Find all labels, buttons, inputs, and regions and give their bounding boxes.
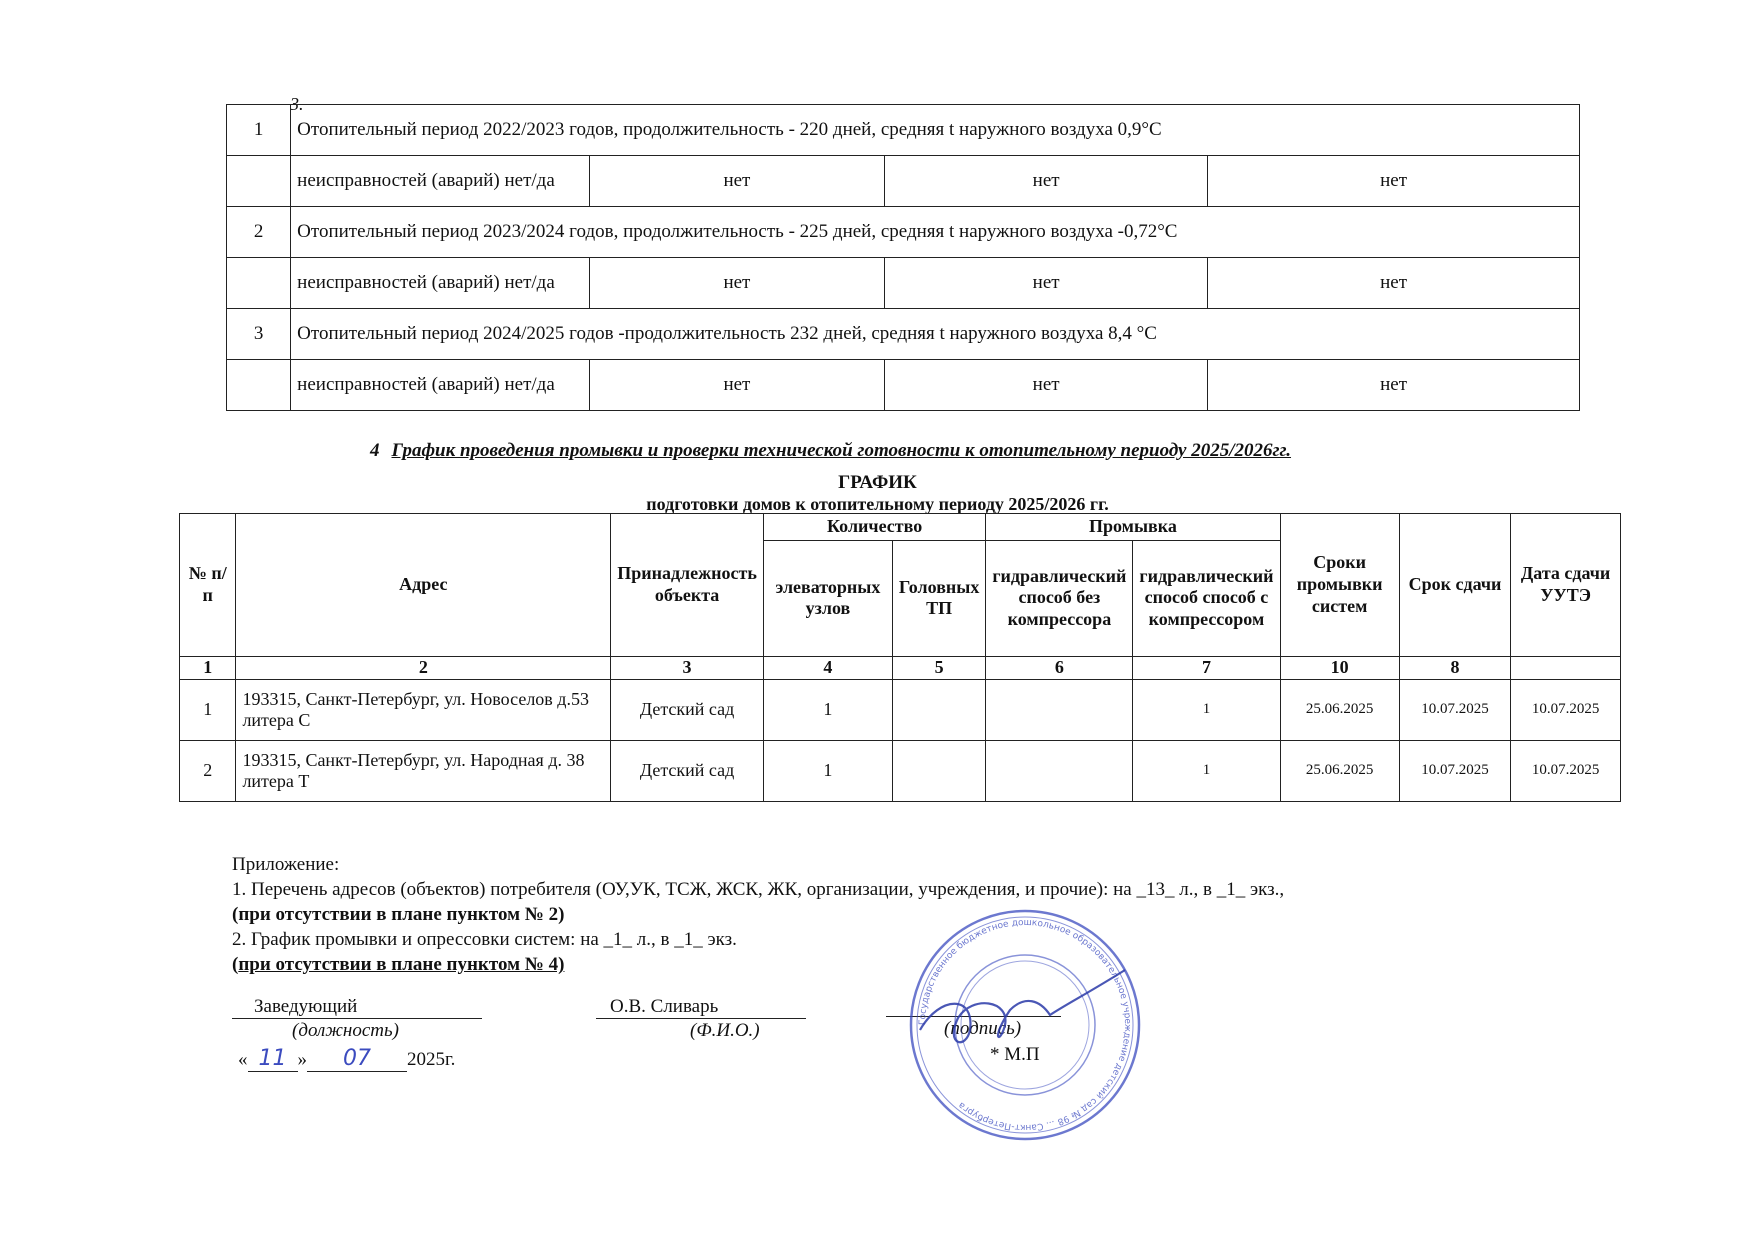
fault-value: нет [589, 258, 884, 309]
row-flush-date: 25.06.2025 [1280, 679, 1399, 740]
column-number: 6 [986, 656, 1133, 679]
signature-position-caption: (должность) [292, 1020, 399, 1041]
fault-label: неисправностей (аварий) нет/да [291, 360, 590, 411]
stamp-ring-text: Государственное бюджетное дошкольное образовательное учреждение детский сад № 98 ... Санкт-Петербурга [917, 917, 1133, 1133]
row-elevator-count: 1 [763, 679, 892, 740]
signature-sign-caption: (подпись) [944, 1018, 1022, 1039]
date-year: 2025г. [407, 1049, 456, 1070]
heating-periods-table [226, 104, 1580, 411]
signature-name: О.В. Сливарь [596, 996, 806, 1019]
fault-value: нет [589, 360, 884, 411]
row-elevator-count: 1 [763, 740, 892, 801]
col-address-header: Адрес [236, 514, 611, 657]
row-hydro-no-comp [986, 679, 1133, 740]
appendix-item2: 2. График промывки и опрессовки систем: на _1_ л., в _1_ экз. [232, 929, 737, 951]
fault-row [227, 360, 1580, 411]
section4-title-text: График проведения промывки и проверки технической готовности к отопительному периоду 2025/2026гг. [391, 440, 1292, 461]
signature-position: Заведующий [232, 996, 482, 1019]
signature-name-caption: (Ф.И.О.) [690, 1020, 760, 1041]
stamp-caption: * М.П [990, 1044, 1040, 1065]
row-address: 193315, Санкт-Петербург, ул. Народная д. 38 литера Т [236, 740, 611, 801]
heating-period-row [227, 309, 1580, 360]
column-number-row [180, 656, 1621, 679]
appendix-note2-prefix: ( [232, 954, 239, 976]
date-month: 07 [307, 1046, 407, 1072]
appendix-note2-text: при отсутствии в плане пунктом № 4) [238, 954, 565, 976]
fault-value: нет [589, 156, 884, 207]
date-open: « [238, 1049, 248, 1070]
row-head-tp [892, 679, 985, 740]
fault-row [227, 156, 1580, 207]
col-flush-dates-header: Сроки промывки систем [1280, 514, 1399, 657]
col-quantity-header: Количество [763, 514, 985, 541]
date-mid: » [297, 1049, 307, 1070]
column-number: 3 [611, 656, 764, 679]
row-hydro-comp: 1 [1133, 679, 1280, 740]
col-hydro-comp-header: гидравлический способ способ с компрессором [1133, 540, 1280, 656]
period-num: 3 [227, 309, 291, 360]
page-marker: 3. [290, 94, 304, 114]
fault-label: неисправностей (аварий) нет/да [291, 156, 590, 207]
fault-value: нет [885, 360, 1208, 411]
row-uute-date: 10.07.2025 [1511, 679, 1621, 740]
fault-value: нет [1208, 258, 1580, 309]
row-delivery-date: 10.07.2025 [1399, 740, 1510, 801]
row-uute-date: 10.07.2025 [1511, 740, 1621, 801]
row-hydro-no-comp [986, 740, 1133, 801]
appendix-title: Приложение: [232, 854, 340, 875]
col-elevator-header: элеваторных узлов [763, 540, 892, 656]
fault-empty-cell [227, 258, 291, 309]
row-num: 1 [180, 679, 236, 740]
official-stamp-icon [900, 900, 1150, 1150]
row-delivery-date: 10.07.2025 [1399, 679, 1510, 740]
row-ownership: Детский сад [611, 740, 764, 801]
period-num: 1 [227, 105, 291, 156]
column-number: 2 [236, 656, 611, 679]
fault-value: нет [885, 156, 1208, 207]
table-row [180, 679, 1621, 740]
fault-value: нет [1208, 156, 1580, 207]
row-address: 193315, Санкт-Петербург, ул. Новоселов д.53 литера С [236, 679, 611, 740]
period-description: Отопительный период 2022/2023 годов, продолжительность - 220 дней, средняя t наружного воздуха 0,9°C [291, 105, 1580, 156]
appendix-item1: 1. Перечень адресов (объектов) потребителя (ОУ,УК, ТСЖ, ЖСК, ЖК, организации, учреждения, и прочие): на _13_ л., в _1_ экз., [232, 879, 1285, 901]
col-hydro-no-comp-header: гидравлический способ без компрессора [986, 540, 1133, 656]
heating-period-row [227, 207, 1580, 258]
period-num: 2 [227, 207, 291, 258]
column-number: 10 [1280, 656, 1399, 679]
period-description: Отопительный период 2024/2025 годов -продолжительность 232 дней, средняя t наружного воздуха 8,4 °C [291, 309, 1580, 360]
column-number: 1 [180, 656, 236, 679]
row-num: 2 [180, 740, 236, 801]
col-num-header: № п/п [180, 514, 236, 657]
grafik-subtitle: подготовки домов к отопительному периоду 2025/2026 гг. [646, 494, 1109, 514]
col-delivery-header: Срок сдачи [1399, 514, 1510, 657]
table-row [180, 740, 1621, 801]
row-flush-date: 25.06.2025 [1280, 740, 1399, 801]
section4-number: 4 [370, 440, 380, 461]
column-number: 5 [892, 656, 985, 679]
fault-label: неисправностей (аварий) нет/да [291, 258, 590, 309]
fault-empty-cell [227, 360, 291, 411]
column-number: 8 [1399, 656, 1510, 679]
column-number: 7 [1133, 656, 1280, 679]
col-flushing-header: Промывка [986, 514, 1280, 541]
grafik-title: ГРАФИК [838, 472, 917, 493]
date-day: 11 [248, 1046, 298, 1072]
section4-title [370, 440, 1291, 462]
fault-row [227, 258, 1580, 309]
col-head-tp-header: Головных ТП [892, 540, 985, 656]
col-ownership-header: Принадлежность объекта [611, 514, 764, 657]
row-hydro-comp: 1 [1133, 740, 1280, 801]
signature-date [238, 1046, 455, 1072]
fault-value: нет [885, 258, 1208, 309]
fault-empty-cell [227, 156, 291, 207]
row-head-tp [892, 740, 985, 801]
column-number: 4 [763, 656, 892, 679]
heating-period-row [227, 105, 1580, 156]
column-number [1511, 656, 1621, 679]
schedule-table [179, 513, 1621, 802]
appendix-note1: (при отсутствии в плане пунктом № 2) [232, 904, 565, 926]
col-uute-header: Дата сдачи УУТЭ [1511, 514, 1621, 657]
row-ownership: Детский сад [611, 679, 764, 740]
fault-value: нет [1208, 360, 1580, 411]
period-description: Отопительный период 2023/2024 годов, продолжительность - 225 дней, средняя t наружного воздуха -0,72°C [291, 207, 1580, 258]
